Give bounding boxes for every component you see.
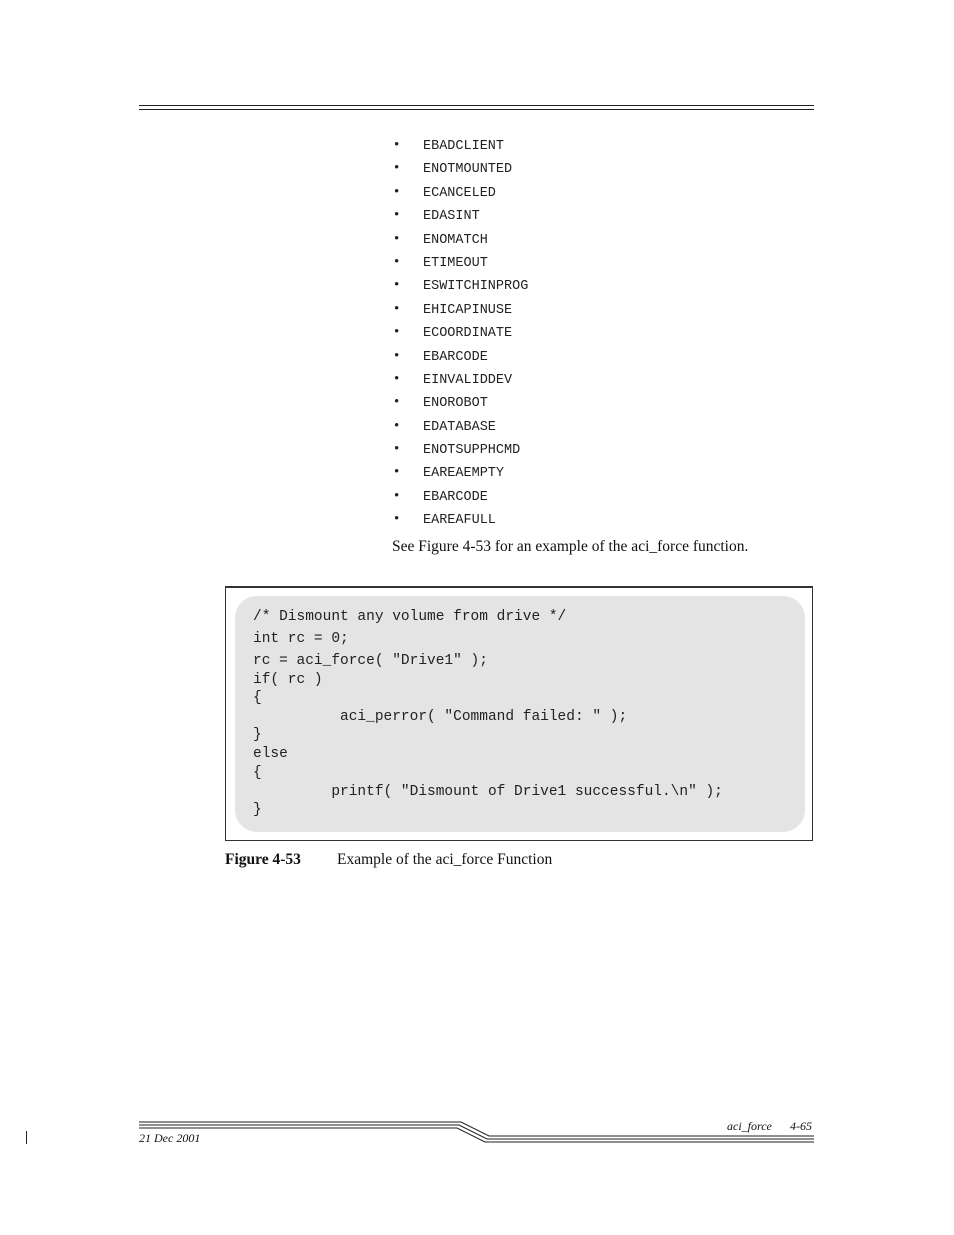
code-line: rc = aci_force( "Drive1" ); <box>253 653 488 669</box>
code-line: } <box>253 727 262 743</box>
code-line: } <box>253 802 262 818</box>
list-item: • ECOORDINATE <box>394 324 513 342</box>
figure-caption-label: Figure 4-53 <box>225 851 301 868</box>
error-code: ETIMEOUT <box>423 255 488 271</box>
code-line: if( rc ) <box>253 672 323 688</box>
list-item: • ENOMATCH <box>394 230 488 248</box>
figure-caption-text: Example of the aci_force Function <box>337 851 553 868</box>
list-item: • EAREAFULL <box>394 511 496 529</box>
footer-page-number: 4-65 <box>790 1119 812 1133</box>
footer-date: 21 Dec 2001 <box>139 1131 201 1145</box>
footer-section-name: aci_force <box>727 1119 772 1133</box>
list-item: • ESWITCHINPROG <box>394 277 529 295</box>
list-item: • ETIMEOUT <box>394 253 488 271</box>
see-figure-paragraph: See Figure 4-53 for an example of the aci_force function. <box>392 538 749 555</box>
error-code: ECOORDINATE <box>423 326 513 342</box>
list-item: • ECANCELED <box>394 183 496 201</box>
figure-frame <box>225 586 813 841</box>
code-line: { <box>253 690 262 706</box>
error-code: EINVALIDDEV <box>423 372 513 388</box>
error-code: EAREAEMPTY <box>423 466 505 482</box>
code-line: else <box>253 746 288 762</box>
error-code: ENOMATCH <box>423 232 488 248</box>
list-item: • ENOTMOUNTED <box>394 160 513 178</box>
code-line: aci_perror( "Command failed: " ); <box>253 709 628 725</box>
error-code: EBADCLIENT <box>423 139 505 154</box>
error-code: EHICAPINUSE <box>423 302 513 318</box>
error-code-list <box>392 134 528 532</box>
list-item: • EDASINT <box>394 207 480 225</box>
error-code: ENOTSUPPHCMD <box>423 443 521 459</box>
list-item: • EAREAEMPTY <box>394 464 505 482</box>
error-code: EDASINT <box>423 209 480 225</box>
list-item: • EBARCODE <box>394 347 488 365</box>
list-item: • EHICAPINUSE <box>394 300 513 318</box>
list-item: • EBARCODE <box>394 487 488 505</box>
list-item: • ENOROBOT <box>394 394 488 412</box>
code-line: int rc = 0; <box>253 631 349 647</box>
change-bar <box>26 1131 27 1144</box>
list-item: • EDATABASE <box>394 417 496 435</box>
list-item: • EINVALIDDEV <box>394 370 513 388</box>
list-item: • EBADCLIENT <box>394 137 505 154</box>
error-code: EDATABASE <box>423 419 496 435</box>
code-line: /* Dismount any volume from drive */ <box>253 609 567 625</box>
code-block <box>235 596 805 832</box>
code-line: printf( "Dismount of Drive1 successful.\n" ); <box>253 784 723 800</box>
error-code: ENOTMOUNTED <box>423 162 513 178</box>
list-item: • ENOTSUPPHCMD <box>394 441 521 459</box>
error-code: EAREAFULL <box>423 513 496 529</box>
code-line: { <box>253 765 262 781</box>
error-code: EBARCODE <box>423 349 488 365</box>
footer-rule-graphic <box>139 1120 814 1144</box>
error-code: ESWITCHINPROG <box>423 279 529 295</box>
header-rule-bottom <box>139 109 814 110</box>
error-code: EBARCODE <box>423 489 488 505</box>
error-code: ECANCELED <box>423 185 496 201</box>
error-code: ENOROBOT <box>423 396 488 412</box>
header-rule-top <box>139 105 814 106</box>
